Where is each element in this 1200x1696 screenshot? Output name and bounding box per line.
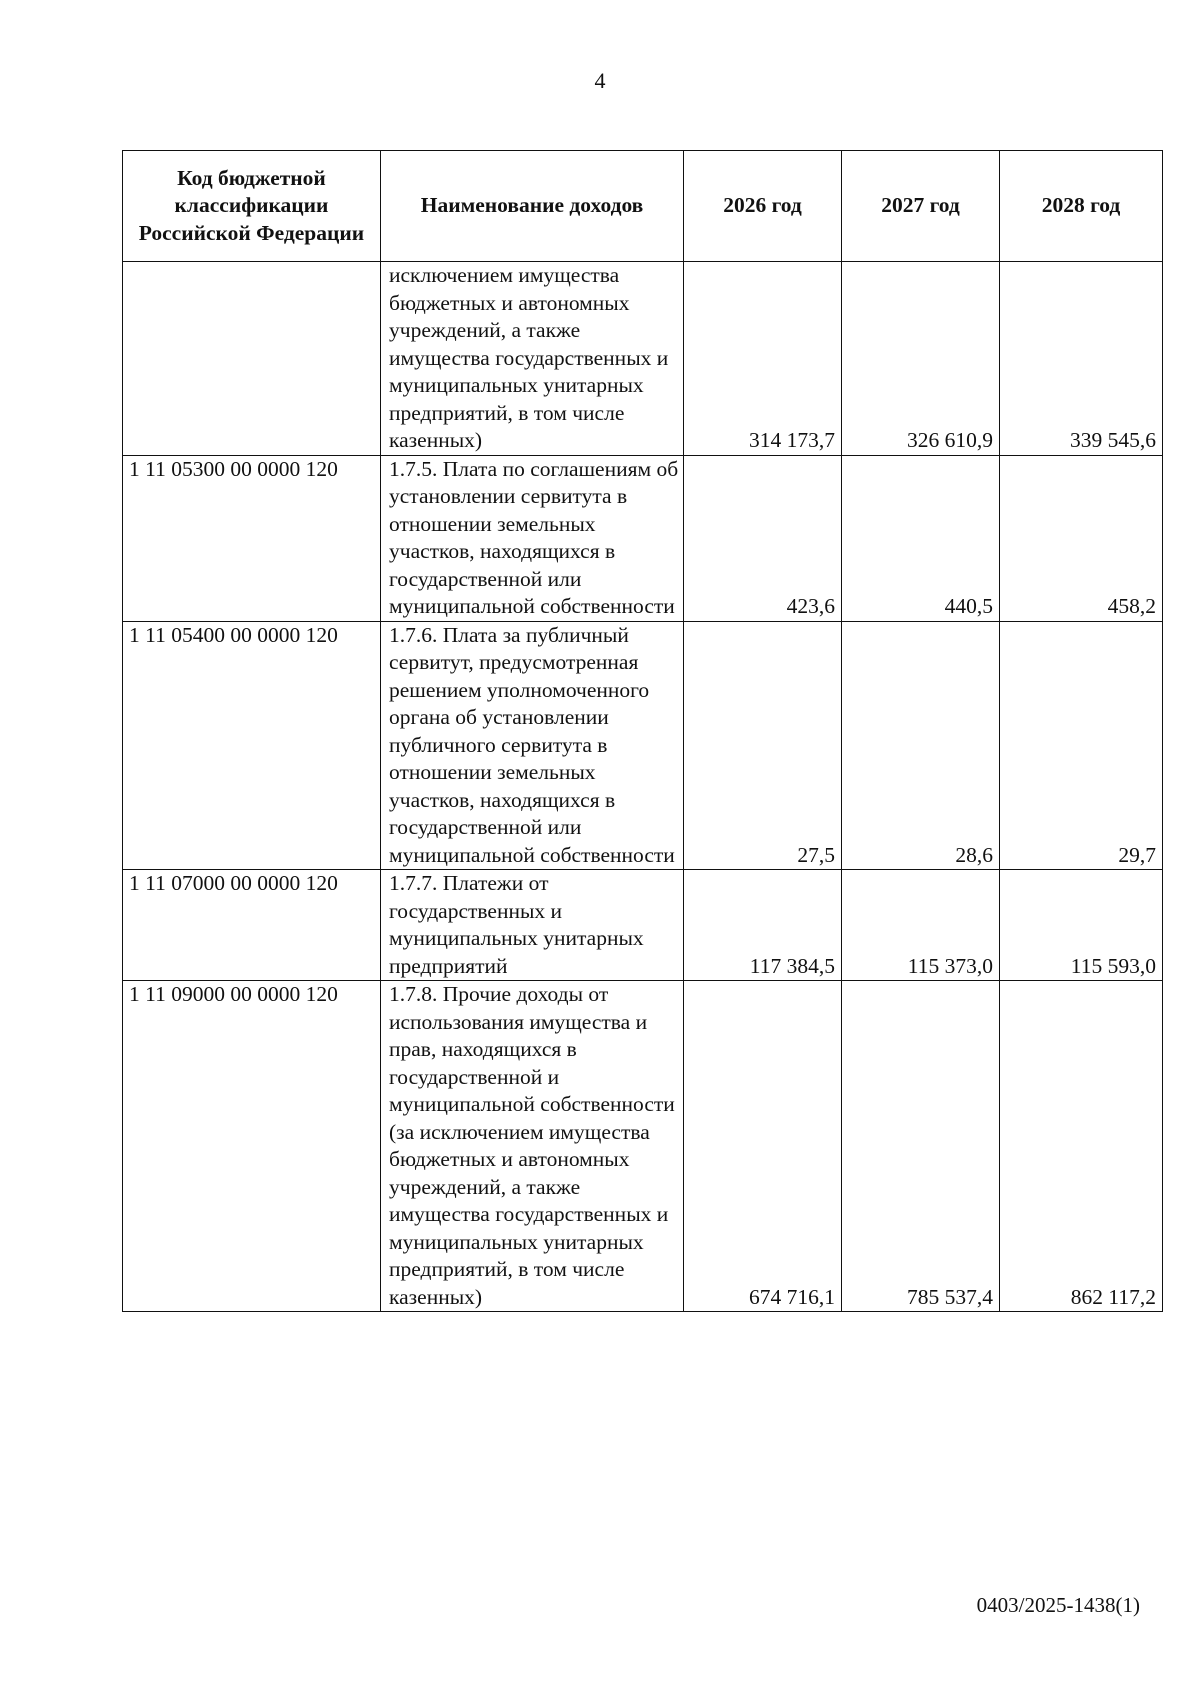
row-value-2026: 314 173,7 [684,262,842,456]
row-value-2027: 326 610,9 [842,262,1000,456]
row-code: 1 11 07000 00 0000 120 [123,870,381,981]
header-2028: 2028 год [1000,151,1163,262]
header-2027: 2027 год [842,151,1000,262]
row-value-2028: 458,2 [1000,455,1163,621]
row-value-2027: 28,6 [842,621,1000,870]
table-row [123,981,1163,1312]
row-value-2028: 862 117,2 [1000,981,1163,1312]
row-value-2026: 674 716,1 [684,981,842,1312]
table-header-row [123,151,1163,262]
header-code: Код бюджетной классификации Российской Федерации [123,151,381,262]
row-value-2027: 785 537,4 [842,981,1000,1312]
table-row [123,870,1163,981]
row-code [123,262,381,456]
row-value-2028: 115 593,0 [1000,870,1163,981]
row-value-2028: 29,7 [1000,621,1163,870]
table-row [123,455,1163,621]
row-value-2026: 27,5 [684,621,842,870]
header-2026: 2026 год [684,151,842,262]
row-name: 1.7.5. Плата по соглашениям об установлении сервитута в отношении земельных участков, находящихся в государственной или муниципальной собственности [381,455,684,621]
document-registration-number: 0403/2025-1438(1) [976,1593,1140,1617]
row-name: 1.7.8. Прочие доходы от использования имущества и прав, находящихся в государственной и муниципальной собственности (за исключением имущества бюджетных и автономных учреждений, а также имущества государственных и муниципальных унитарных предприятий, в том числе казенных) [381,981,684,1312]
row-code: 1 11 09000 00 0000 120 [123,981,381,1312]
row-code: 1 11 05400 00 0000 120 [123,621,381,870]
row-name: 1.7.7. Платежи от государственных и муниципальных унитарных предприятий [381,870,684,981]
table-row [123,262,1163,456]
row-name: 1.7.6. Плата за публичный сервитут, предусмотренная решением уполномоченного органа об установлении публичного сервитута в отношении земельных участков, находящихся в государственной или муниципальной собственности [381,621,684,870]
row-value-2027: 115 373,0 [842,870,1000,981]
row-value-2027: 440,5 [842,455,1000,621]
table-row [123,621,1163,870]
row-value-2026: 117 384,5 [684,870,842,981]
row-value-2028: 339 545,6 [1000,262,1163,456]
row-name: исключением имущества бюджетных и автономных учреждений, а также имущества государственных и муниципальных унитарных предприятий, в том числе казенных) [381,262,684,456]
page-number: 4 [594,68,606,93]
header-name: Наименование доходов [381,151,684,262]
revenue-table [122,150,1163,1312]
row-value-2026: 423,6 [684,455,842,621]
row-code: 1 11 05300 00 0000 120 [123,455,381,621]
